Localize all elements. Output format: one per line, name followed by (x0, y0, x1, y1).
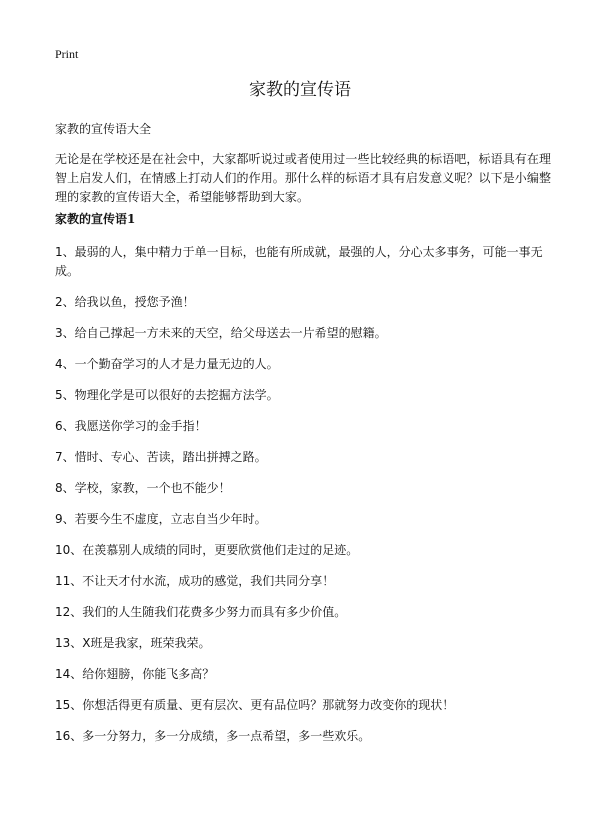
print-link[interactable]: Print (55, 47, 79, 61)
list-item: 9、若要今生不虚度，立志自当少年时。 (55, 512, 267, 526)
intro-paragraph: 无论是在学校还是在社会中，大家都听说过或者使用过一些比较经典的标语吧，标语具有在理智上启发人们，在情感上打动人们的作用。那什么样的标语才具有启发意义呢？以下是小编整理的家教的宣传语大全，希望能够帮助到大家。 (55, 152, 552, 204)
list-item: 4、一个勤奋学习的人才是力量无边的人。 (55, 357, 279, 371)
list-item: 8、学校，家教，一个也不能少！ (55, 481, 231, 495)
list-item: 6、我愿送你学习的金手指！ (55, 419, 207, 433)
list-item: 2、给我以鱼，授您予渔！ (55, 295, 195, 309)
list-item: 16、多一分努力，多一分成绩，多一点希望，多一些欢乐。 (55, 729, 371, 743)
list-item: 13、X班是我家，班荣我荣。 (55, 636, 211, 650)
list-item: 7、惜时、专心、苦读，踏出拼搏之路。 (55, 450, 267, 464)
list-item: 14、给你翅膀，你能飞多高？ (55, 667, 215, 681)
slogan-list (55, 243, 555, 758)
page-title: 家教的宣传语 (249, 80, 351, 100)
section-heading: 家教的宣传语1 (55, 212, 136, 226)
list-item: 11、不让天才付水流，成功的感觉，我们共同分享！ (55, 574, 335, 588)
list-item: 12、我们的人生随我们花费多少努力而具有多少价值。 (55, 605, 347, 619)
list-item: 1、最弱的人，集中精力于单一目标，也能有所成就，最强的人，分心太多事务，可能一事无成。 (55, 245, 543, 278)
list-item: 3、给自己撑起一方未来的天空，给父母送去一片希望的慰籍。 (55, 326, 387, 340)
list-item: 15、你想活得更有质量、更有层次、更有品位吗？那就努力改变你的现状！ (55, 698, 455, 712)
subtitle: 家教的宣传语大全 (55, 122, 152, 136)
list-item: 10、在羡慕别人成绩的同时，更要欣赏他们走过的足迹。 (55, 543, 359, 557)
list-item: 5、物理化学是可以很好的去挖掘方法学。 (55, 388, 279, 402)
